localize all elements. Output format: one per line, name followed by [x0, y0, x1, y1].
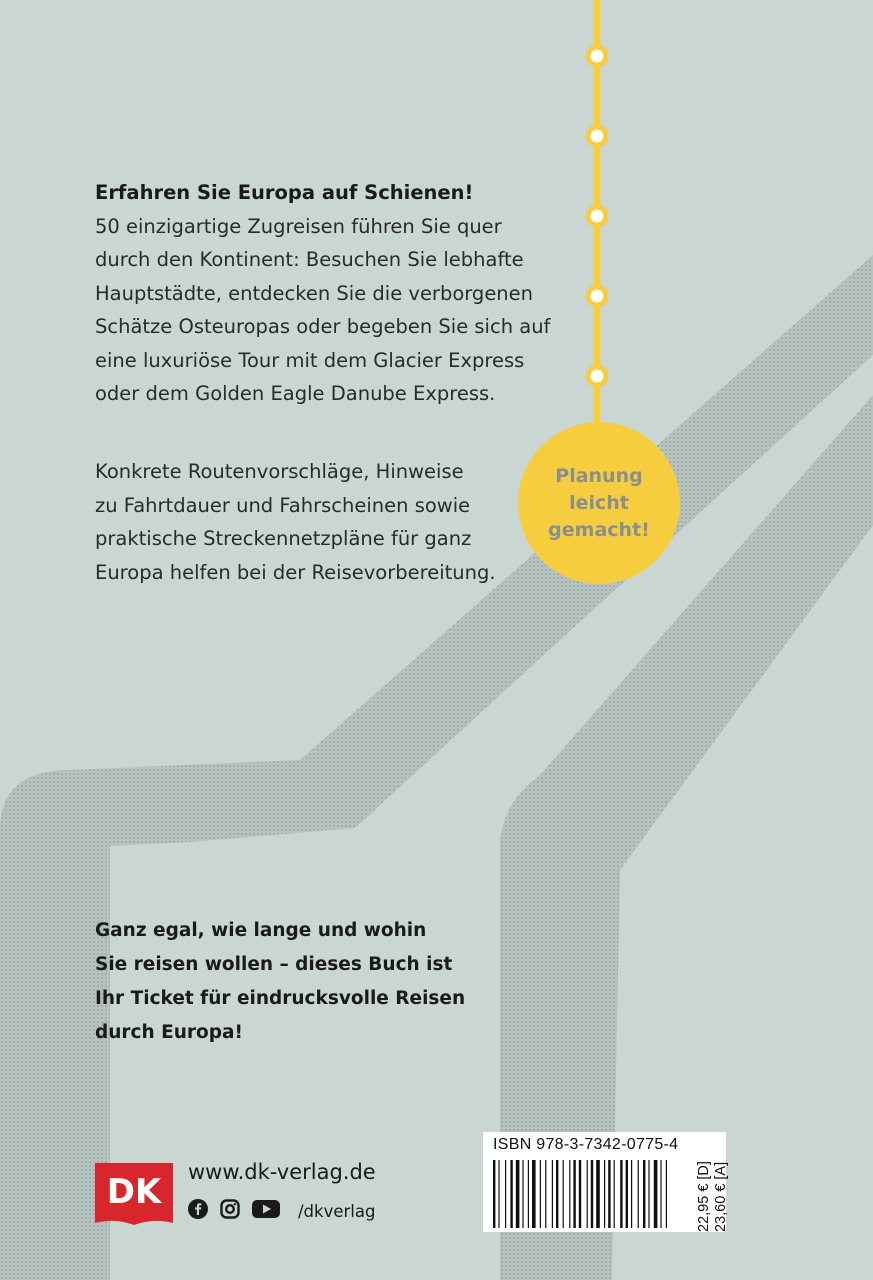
isbn-text: ISBN 978-3-7342-0775-4 — [493, 1136, 679, 1153]
details-line: zu Fahrtdauer und Fahrscheinen sowie — [95, 493, 471, 517]
barcode-stripe — [579, 1160, 581, 1228]
barcode-stripe — [643, 1160, 645, 1228]
barcode-stripe — [545, 1160, 546, 1228]
intro-line: durch den Kontinent: Besuchen Sie lebhafte — [95, 248, 524, 271]
intro-line: Schätze Osteuropas oder begeben Sie sich auf — [95, 315, 551, 338]
badge-line: leicht — [569, 491, 629, 514]
intro-line: 50 einzigartige Zugreisen führen Sie quer — [95, 214, 502, 238]
intro-heading: Erfahren Sie Europa auf Schienen! — [95, 181, 474, 204]
closing-line: durch Europa! — [95, 1022, 243, 1043]
barcode-stripe — [654, 1160, 658, 1228]
barcode-stripe — [556, 1160, 558, 1228]
barcode-stripe — [522, 1160, 523, 1228]
price-labels — [696, 1161, 730, 1232]
barcode-stripe — [516, 1160, 520, 1228]
barcode-stripe — [498, 1160, 499, 1228]
barcode-stripe — [505, 1160, 506, 1228]
barcode-stripe — [587, 1160, 588, 1228]
closing-line: Ihr Ticket für eindrucksvolle Reisen — [95, 988, 466, 1009]
barcode-stripe — [532, 1160, 536, 1228]
barcode-stripe — [540, 1160, 541, 1228]
badge-text — [534, 463, 664, 544]
route-stop — [588, 47, 606, 65]
closing-line: Ganz egal, wie lange und wohin — [95, 920, 427, 941]
barcode-stripe — [493, 1160, 495, 1228]
route-stop — [588, 287, 606, 305]
details-line: praktische Streckennetzpläne für ganz — [95, 527, 472, 550]
closing-text — [95, 914, 495, 1050]
route-stop — [588, 367, 606, 385]
barcode-box — [483, 1132, 726, 1232]
details-line: Konkrete Routenvorschläge, Hinweise — [95, 460, 464, 483]
route-stop — [588, 127, 606, 145]
intro-line: Hauptstädte, entdecken Sie die verborgenen — [95, 281, 534, 305]
intro-line: eine luxuriöse Tour mit dem Glacier Express — [95, 348, 525, 372]
badge-line: Planung — [555, 464, 643, 487]
social-links — [188, 1199, 375, 1223]
barcode-stripe — [552, 1160, 553, 1228]
dk-logo — [95, 1163, 173, 1225]
intro-line: oder dem Golden Eagle Danube Express. — [95, 382, 496, 405]
barcode-stripe — [626, 1160, 628, 1228]
price-austria: 23,60 € [A] — [713, 1161, 729, 1232]
barcode-stripe — [591, 1160, 593, 1228]
barcode-stripe — [573, 1160, 575, 1228]
barcode-stripe — [614, 1160, 615, 1228]
details-text — [95, 455, 515, 589]
barcode-stripe — [660, 1160, 661, 1228]
route-stop — [588, 207, 606, 225]
barcode-stripe — [528, 1160, 529, 1228]
planning-badge — [518, 422, 680, 584]
social-handle[interactable]: /dkverlag — [298, 1201, 376, 1221]
barcode-stripe — [563, 1160, 564, 1228]
youtube-icon[interactable] — [252, 1199, 280, 1223]
logo-text: DK — [106, 1172, 162, 1212]
barcode-stripe — [596, 1160, 600, 1228]
price-germany: 22,95 € [D] — [696, 1161, 712, 1232]
barcode-stripe — [638, 1160, 639, 1228]
website-link[interactable]: www.dk-verlag.de — [188, 1160, 376, 1184]
dk-logo-mark — [95, 1163, 173, 1225]
barcode-stripe — [631, 1160, 632, 1228]
barcode-stripe — [510, 1160, 512, 1228]
barcode-stripe — [620, 1160, 622, 1228]
barcode — [493, 1160, 715, 1228]
barcode-stripe — [604, 1160, 605, 1228]
barcode-stripe — [608, 1160, 610, 1228]
facebook-icon[interactable] — [188, 1199, 208, 1223]
barcode-stripe — [648, 1160, 649, 1228]
instagram-icon[interactable] — [220, 1199, 240, 1223]
closing-line: Sie reisen wollen – dieses Buch ist — [95, 954, 453, 975]
intro-text — [95, 176, 555, 411]
badge-line: gemacht! — [548, 518, 650, 541]
barcode-stripe — [569, 1160, 570, 1228]
barcode-stripe — [666, 1160, 667, 1228]
details-line: Europa helfen bei der Reisevorbereitung. — [95, 560, 496, 584]
